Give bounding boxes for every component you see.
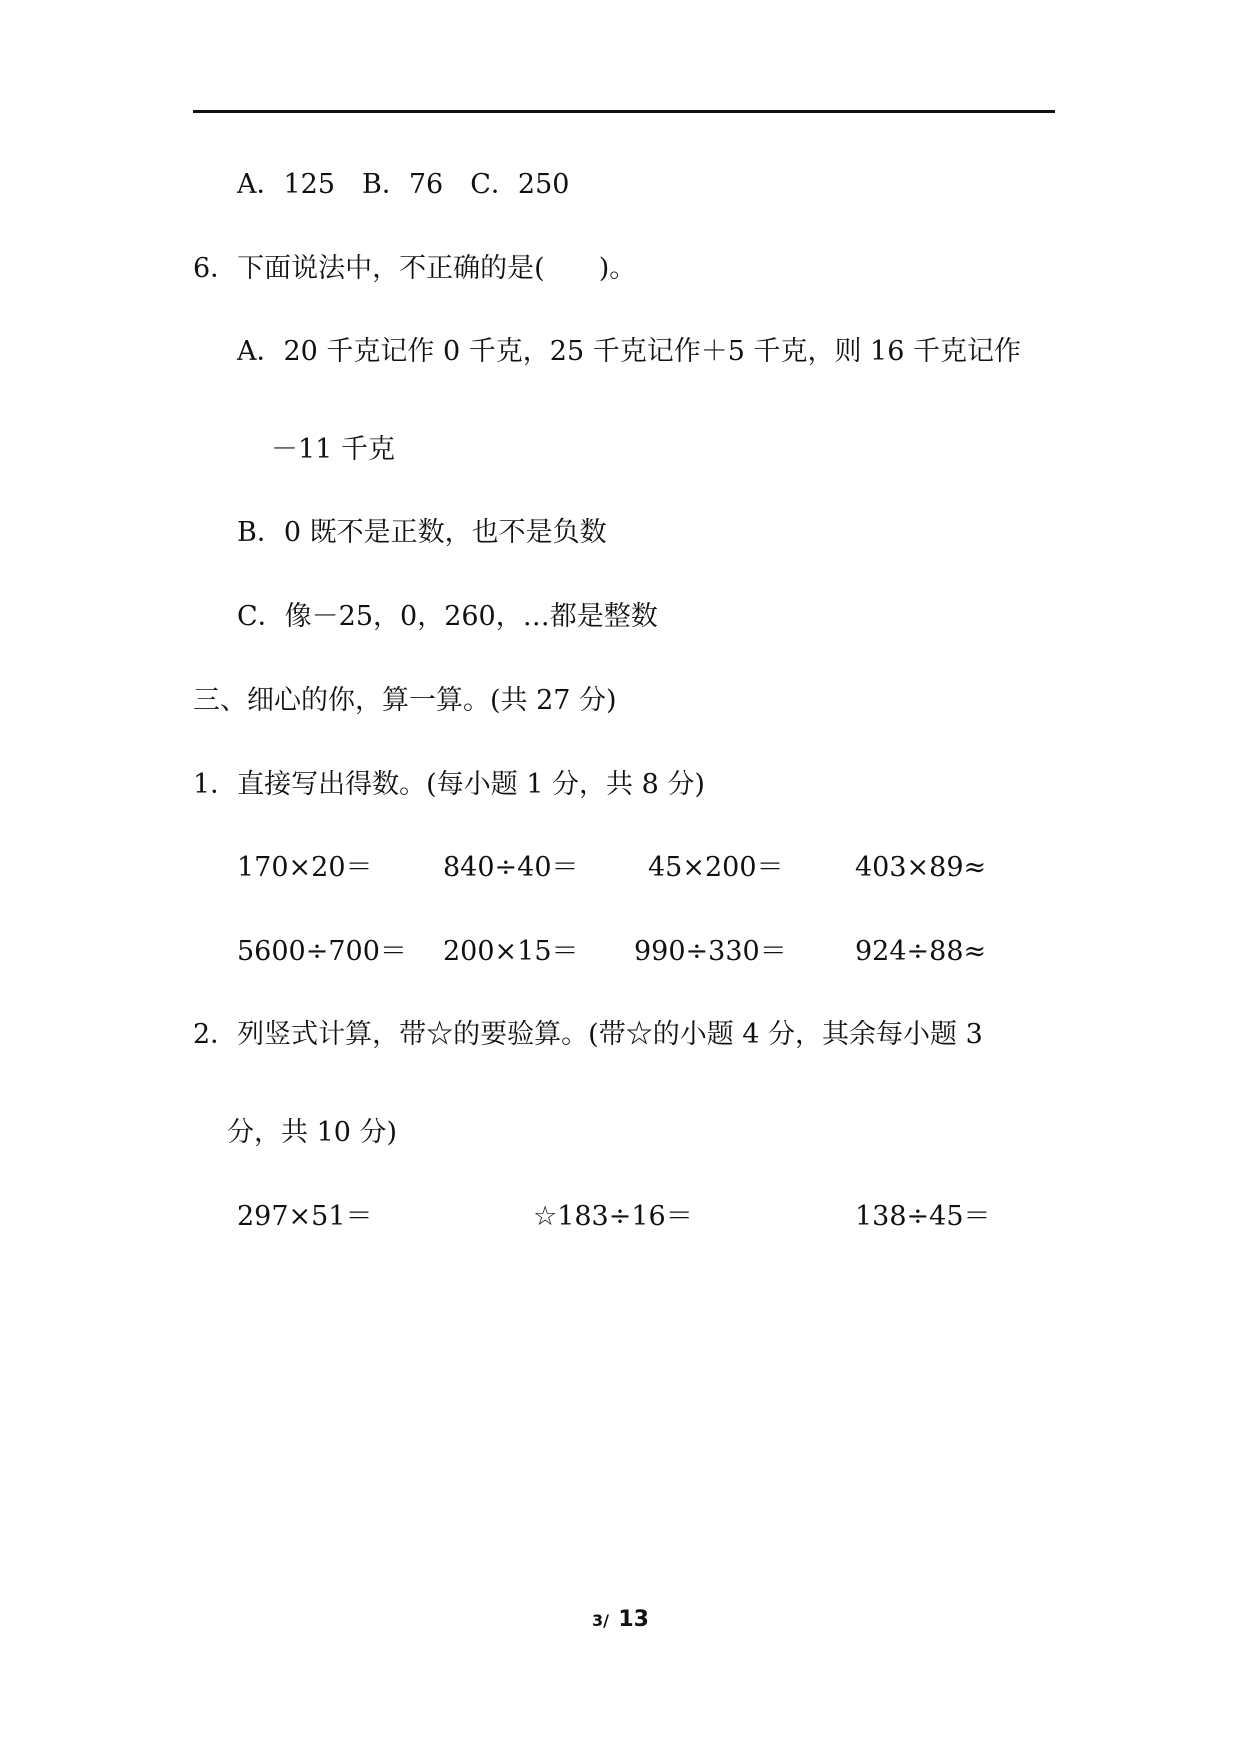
p2-stem-continued: 分，共 10 分) xyxy=(227,1117,398,1148)
p2-item1: 297×51＝ xyxy=(237,1201,373,1232)
p1-row1-item4: 403×89≈ xyxy=(855,852,987,883)
p2-stem: 2．列竖式计算，带☆的要验算。(带☆的小题 4 分，其余每小题 3 xyxy=(193,1019,983,1050)
p1-row2-item2: 200×15＝ xyxy=(443,936,579,967)
p1-row1-item3: 45×200＝ xyxy=(648,852,784,883)
page-number xyxy=(0,1602,1241,1633)
q6-option-c: C．像－25，0，260，…都是整数 xyxy=(237,601,658,632)
section3-heading: 三、细心的你，算一算。(共 27 分) xyxy=(193,685,617,716)
current-page: 3/ xyxy=(591,1611,609,1630)
q6-option-b: B．0 既不是正数，也不是负数 xyxy=(237,517,607,548)
p1-row2-item1: 5600÷700＝ xyxy=(237,936,407,967)
p1-row2-item4: 924÷88≈ xyxy=(855,936,987,967)
p2-item3: 138÷45＝ xyxy=(855,1201,991,1232)
p1-row2-item3: 990÷330＝ xyxy=(634,936,787,967)
p1-row1-item2: 840÷40＝ xyxy=(443,852,579,883)
total-pages: 13 xyxy=(618,1607,649,1632)
p1-row1-item1: 170×20＝ xyxy=(237,852,373,883)
q5-options: A．125 B．76 C．250 xyxy=(237,169,570,200)
q6-option-a: A．20 千克记作 0 千克，25 千克记作＋5 千克，则 16 千克记作 xyxy=(237,336,1022,367)
header-rule xyxy=(193,110,1055,113)
p2-item2: ☆183÷16＝ xyxy=(533,1201,693,1232)
q6-stem: 6．下面说法中，不正确的是( )。 xyxy=(193,253,637,284)
q6-option-a-continued: －11 千克 xyxy=(271,434,395,465)
p1-stem: 1．直接写出得数。(每小题 1 分，共 8 分) xyxy=(193,769,705,800)
